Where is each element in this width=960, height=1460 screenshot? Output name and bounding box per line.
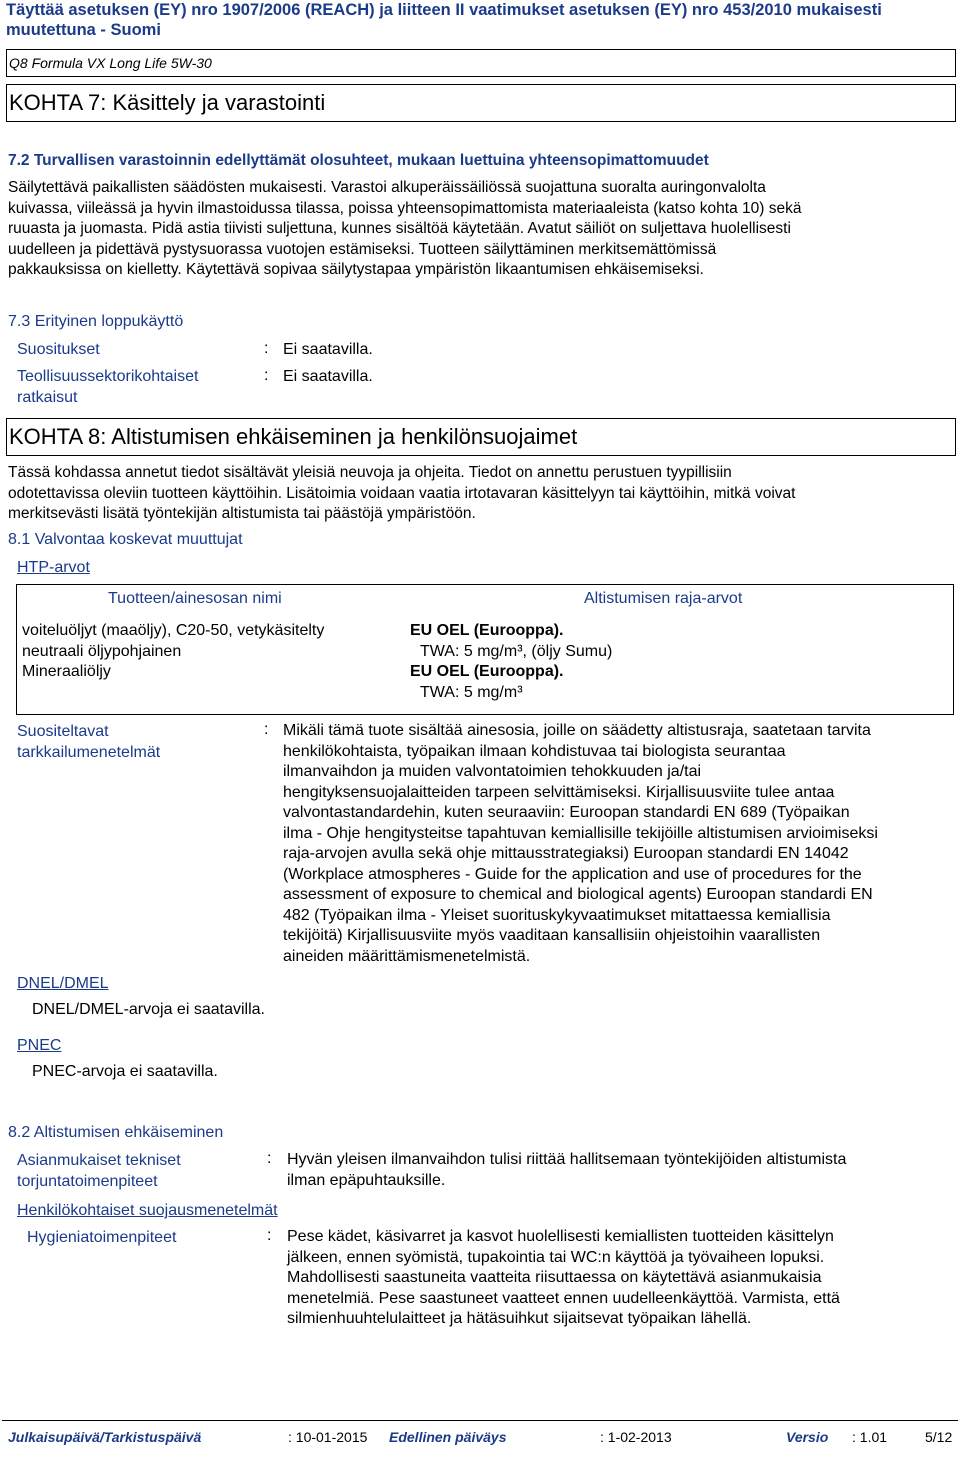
footer-date-label: Julkaisupäivä/Tarkistuspäivä (8, 1429, 202, 1445)
section-8-intro-line: Tässä kohdassa annetut tiedot sisältävät yleisiä neuvoja ja ohjeita. Tiedot on annettu perustuen tyypillisiin (8, 464, 732, 481)
monitoring-colon: : (264, 721, 269, 738)
monitoring-line: aineiden määrittämismenetelmistä. (283, 947, 531, 965)
monitoring-label-line: tarkkailumenetelmät (17, 744, 161, 761)
section-7-2-line: Säilytettävä paikallisten säädösten mukaisesti. Varastoi alkuperäissäiliössä suojattuna suoralta auringonvalolta (8, 179, 766, 196)
footer-previous-date-label: Edellinen päiväys (389, 1429, 507, 1445)
table-cell-substance-name (22, 621, 324, 683)
section-8-intro (8, 463, 953, 525)
section-8-1-title: 8.1 Valvontaa koskevat muuttujat (8, 531, 243, 548)
hygiene-line: menetelmiä. Pese saastuneet vaatteet ennen uudelleenkäyttöä. Varmista, että (287, 1289, 840, 1307)
monitoring-line: ilma - Ohje hengitysteitse tapahtuvan kemiallisille tekijöille altistumisen arvioimiseksi (283, 824, 878, 842)
section-7-2-text (8, 178, 953, 281)
monitoring-line: (Workplace atmospheres - Guide for the application and use of procedures for the (283, 865, 862, 883)
hygiene-line: Pese kädet, käsivarret ja kasvot huolellisesti kemiallisten tuotteiden käsittelyn (287, 1228, 834, 1245)
monitoring-line: valvontastandardehin, kuten seuraaviin: Euroopan standardi EN 689 (Työpaikan (283, 804, 850, 821)
section-8-2-title: 8.2 Altistumisen ehkäiseminen (8, 1124, 224, 1141)
hygiene-line: jälkeen, ennen syömistä, tupakointia tai WC:n käyttöä ja työvaiheen lopuksi. (287, 1248, 825, 1266)
engineering-line: Hyvän yleisen ilmanvaihdon tulisi riittää hallitsemaan työntekijöiden altistumista (287, 1151, 847, 1168)
footer-previous-date-value: : 1-02-2013 (600, 1429, 672, 1445)
monitoring-label-line: Suositeltavat (17, 723, 109, 740)
recommendations-label: Suositukset (17, 341, 100, 358)
engineering-colon: : (267, 1150, 272, 1167)
footer-divider (2, 1420, 958, 1421)
engineering-line: ilman epäpuhtauksille. (287, 1171, 446, 1189)
section-7-title: KOHTA 7: Käsittely ja varastointi (9, 90, 326, 115)
monitoring-line: 482 (Työpaikan ilma - Yleiset suorituskykyvaatimukset mitattaessa kemiallisia (283, 906, 831, 924)
industry-solutions-label-line: Teollisuussektorikohtaiset (17, 368, 199, 385)
industry-solutions-value: Ei saatavilla. (283, 368, 373, 385)
dnel-dmel-link[interactable]: DNEL/DMEL (17, 975, 109, 992)
table-header-name: Tuotteen/ainesosan nimi (108, 590, 282, 607)
substance-name-line: voiteluöljyt (maaöljy), C20-50, vetykäsitelty (22, 622, 325, 639)
footer-date-value: : 10-01-2015 (288, 1429, 368, 1445)
footer-version-label: Versio (786, 1429, 829, 1445)
monitoring-line: tekijöitä) Kirjallisuusviite myös vaaditaan kansallisiin ohjeistoihin vaarallisten (283, 927, 821, 944)
monitoring-procedures-label (17, 721, 160, 763)
engineering-label-line: Asianmukaiset tekniset (17, 1152, 181, 1169)
pnec-value: PNEC-arvoja ei saatavilla. (32, 1063, 218, 1080)
personal-protection-link[interactable]: Henkilökohtaiset suojausmenetelmät (17, 1202, 278, 1219)
substance-name-line: neutraali öljypohjainen (22, 642, 182, 660)
hygiene-measures-label: Hygieniatoimenpiteet (27, 1229, 177, 1246)
substance-name-line: Mineraaliöljy (22, 663, 111, 680)
section-7-header (6, 84, 956, 122)
footer-page-number: 5/12 (925, 1429, 953, 1445)
industry-solutions-label (17, 366, 198, 408)
industry-solutions-label-line: ratkaisut (17, 389, 78, 406)
section-7-2-line: pakkauksissa on kielletty. Käytettävä sopivaa säilytystapaa ympäristön likaantumisen ehkäisemiseksi. (8, 261, 704, 278)
section-7-2-line: kuivassa, viileässä ja hyvin ilmastoidussa tilassa, poissa yhteensopimattomista materiaaleista (katso kohta 10) sekä (8, 199, 802, 217)
monitoring-line: ilmanvaihdon ja muiden valvontatoimien tehokkuuden ja/tai (283, 763, 702, 780)
monitoring-line: assessment of exposure to chemical and biological agents) Euroopan standardi EN (283, 886, 873, 903)
limit-line: TWA: 5 mg/m³, (öljy Sumu) (420, 642, 613, 660)
limit-line: TWA: 5 mg/m³ (420, 683, 523, 701)
product-name: Q8 Formula VX Long Life 5W-30 (9, 55, 212, 71)
section-7-2-line: ruuasta ja juomasta. Pidä astia tiivisti suljettuna, kunnes sisältöä käytetään. Avatut säiliöt on suljettava huolellisesti (8, 220, 791, 237)
section-7-2-title: 7.2 Turvallisen varastoinnin edellyttämät olosuhteet, mukaan luettuina yhteensopimattomuudet (8, 152, 709, 169)
document-regulation-title: Täyttää asetuksen (EY) nro 1907/2006 (REACH) ja liitteen II vaatimukset asetuksen (EY) nro 453/2010 mukaisesti muutettuna - Suomi (6, 1, 882, 39)
hygiene-line: silmienhuuhtelulaitteet ja hätäsuihkut sijaitsevat työpaikan lähellä. (287, 1310, 752, 1327)
industry-solutions-colon: : (264, 367, 269, 384)
dnel-dmel-value: DNEL/DMEL-arvoja ei saatavilla. (32, 1001, 265, 1018)
pnec-link[interactable]: PNEC (17, 1037, 62, 1054)
monitoring-line: Mikäli tämä tuote sisältää ainesosia, joille on säädetty altistusraja, saatetaan tarvita (283, 722, 871, 739)
recommendations-value: Ei saatavilla. (283, 341, 373, 358)
limit-line: EU OEL (Eurooppa). (410, 622, 564, 639)
product-name-box (6, 49, 956, 77)
hygiene-colon: : (267, 1227, 272, 1244)
hygiene-line: Mahdollisesti saastuneita vaatteita riisuttaessa on käytettävä asianmukaisia (287, 1269, 822, 1286)
monitoring-procedures-text (283, 721, 955, 967)
engineering-label-line: torjuntatoimenpiteet (17, 1173, 158, 1190)
engineering-controls-text (287, 1150, 952, 1191)
monitoring-line: henkilökohtaista, työpaikan ilmaan kohdistuvaa tai biologista seurantaa (283, 742, 786, 760)
section-8-intro-line: merkitsevästi lisätä työntekijän altistumista tai päästöjä ympäristöön. (8, 505, 476, 522)
section-8-intro-line: odotettavissa oleviin tuotteen käyttöihin. Lisätoimia voidaan vaatia irtotavaran käsittelyyn tai käyttöihin, mitkä voivat (8, 484, 796, 502)
engineering-controls-label (17, 1150, 181, 1192)
hygiene-measures-text (287, 1227, 952, 1330)
section-8-title: KOHTA 8: Altistumisen ehkäiseminen ja henkilönsuojaimet (9, 424, 578, 449)
monitoring-line: hengityksensuojalaitteiden tarpeen selvittämiseksi. Kirjallisuusviite tulee antaa (283, 783, 835, 801)
footer-version-value: : 1.01 (852, 1429, 888, 1445)
htp-values-link[interactable]: HTP-arvot (17, 559, 90, 576)
section-8-header (6, 418, 956, 456)
recommendations-colon: : (264, 340, 269, 357)
monitoring-line: raja-arvojen avulla sekä ohje mittausstrategiaksi) Euroopan standardi EN 14042 (283, 845, 849, 862)
section-7-2-line: uudelleen ja pidettävä pystysuorassa vuotojen estämiseksi. Tuotteen säilyttäminen merkitsemättömissä (8, 240, 717, 258)
limit-line: EU OEL (Eurooppa). (410, 663, 564, 680)
section-7-3-title: 7.3 Erityinen loppukäyttö (8, 313, 184, 330)
table-header-limits: Altistumisen raja-arvot (584, 590, 743, 607)
table-cell-exposure-limits (410, 621, 612, 703)
